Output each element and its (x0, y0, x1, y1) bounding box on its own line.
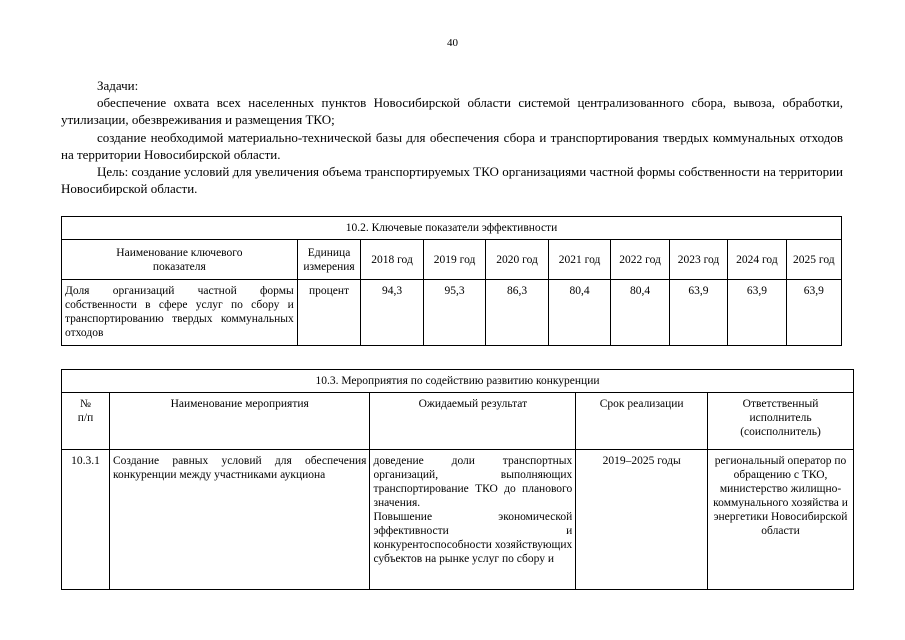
kpi-header-year: 2024 год (728, 240, 786, 280)
kpi-header-year: 2021 год (548, 240, 611, 280)
kpi-row-value: 95,3 (423, 280, 486, 346)
measures-result-part-1: доведение доли транспортных организаций, выполняющих транспортирование ТКО до планового значения. (373, 455, 573, 509)
kpi-header-year: 2025 год (786, 240, 841, 280)
kpi-header-year: 2019 год (423, 240, 486, 280)
kpi-row-value: 63,9 (786, 280, 841, 346)
measures-header-num: № п/п (62, 393, 110, 450)
measures-table (61, 369, 854, 590)
page-number: 40 (447, 37, 458, 49)
task-paragraph-1: обеспечение охвата всех населенных пунктов Новосибирской области системой централизованного сбора, вывоза, обработки, утилизации, обезвреживания и размещения ТКО; (61, 95, 843, 128)
measures-result-part-2: Повышение экономической эффективности и конкурентоспособности хозяйствующих субъектов на рынке услуг по сбору и (373, 511, 573, 565)
measures-header-executor: Ответственный исполнитель (соисполнитель) (708, 393, 854, 450)
kpi-header-year: 2018 год (361, 240, 424, 280)
measures-header-name: Наименование мероприятия (109, 393, 370, 450)
task-paragraph-2: создание необходимой материально-технической базы для обеспечения сбора и транспортирования твердых коммунальных отходов на территории Новосибирской области. (61, 129, 843, 162)
kpi-row-value: 80,4 (548, 280, 611, 346)
kpi-row-unit: процент (297, 280, 361, 346)
measures-row-name: Создание равных условий для обеспечения конкуренции между участниками аукциона (109, 450, 370, 590)
kpi-table-caption: 10.2. Ключевые показатели эффективности (62, 217, 842, 240)
kpi-row-value: 80,4 (611, 280, 669, 346)
kpi-row-value: 94,3 (361, 280, 424, 346)
goal-paragraph: Цель: создание условий для увеличения объема транспортируемых ТКО организациями частной формы собственности на территории Новосибирской области. (61, 164, 843, 197)
measures-row-num: 10.3.1 (62, 450, 110, 590)
tasks-label: Задачи: (97, 78, 139, 93)
kpi-row-value: 86,3 (486, 280, 549, 346)
measures-row-term: 2019–2025 годы (576, 450, 708, 590)
measures-header-result: Ожидаемый результат (370, 393, 576, 450)
kpi-header-unit: Единица измерения (297, 240, 361, 280)
kpi-row-value: 63,9 (669, 280, 727, 346)
kpi-header-year: 2023 год (669, 240, 727, 280)
measures-header-term: Срок реализации (576, 393, 708, 450)
kpi-header-name: Наименование ключевого показателя (62, 240, 298, 280)
measures-row-result (370, 450, 576, 590)
kpi-header-year: 2020 год (486, 240, 549, 280)
measures-row-executor: региональный оператор по обращению с ТКО, министерство жилищно-коммунального хозяйства и энергетики Новосибирской области (708, 450, 854, 590)
kpi-row-value: 63,9 (728, 280, 786, 346)
kpi-table (61, 216, 842, 346)
measures-table-caption: 10.3. Мероприятия по содействию развитию конкуренции (62, 370, 854, 393)
intro-section (61, 77, 843, 197)
kpi-header-year: 2022 год (611, 240, 669, 280)
kpi-row-name: Доля организаций частной формы собственности в сфере услуг по сбору и транспортированию твердых коммунальных отходов (62, 280, 298, 346)
